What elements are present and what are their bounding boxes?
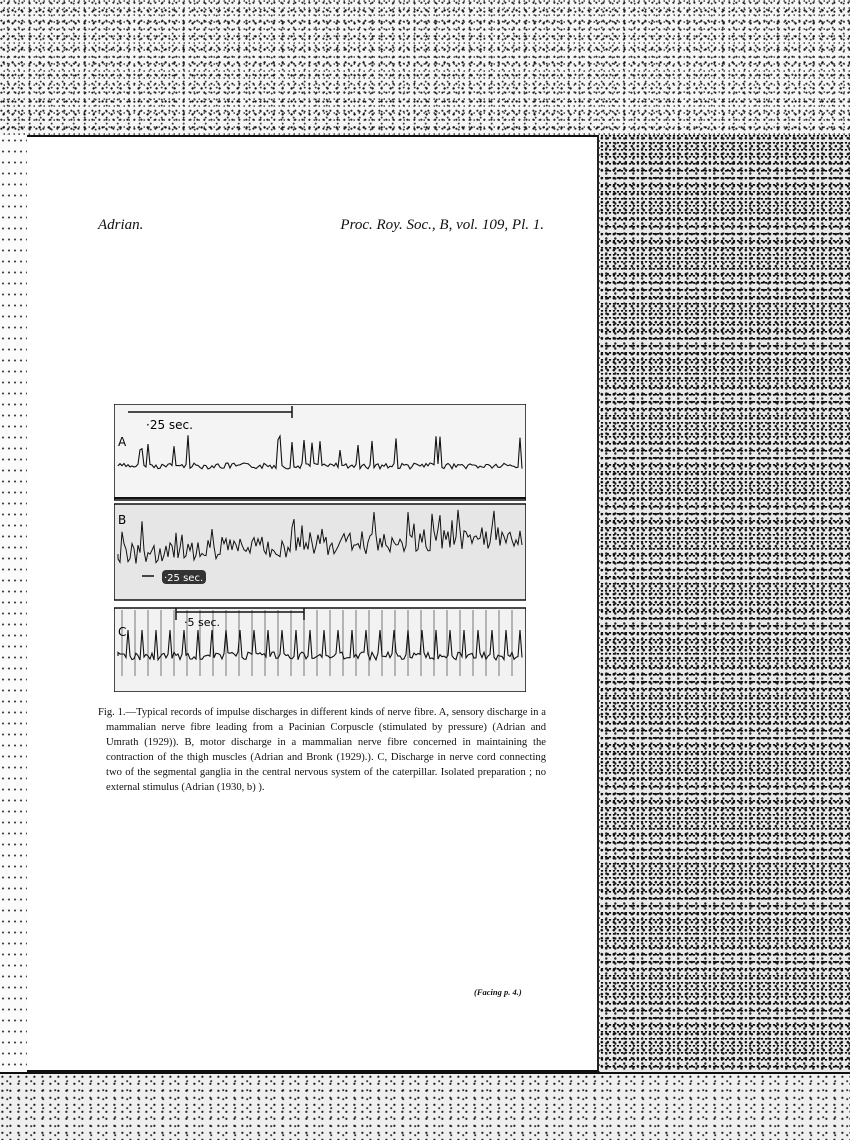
panel-b-letter: B [118, 513, 127, 527]
scan-noise-bottom [0, 1072, 850, 1140]
panel-a-time-label: ·25 sec. [146, 418, 193, 432]
panel-c-frame [114, 608, 526, 692]
panel-c-letter: C [118, 625, 127, 639]
panel-b [114, 504, 526, 600]
panel-a [114, 404, 526, 500]
panel-c [114, 608, 526, 692]
scan-noise-right [600, 135, 850, 1075]
scan-noise-left [0, 135, 27, 1072]
figure-caption [98, 705, 546, 795]
running-head-author: Adrian. [98, 217, 144, 233]
panel-a-letter: A [118, 435, 127, 449]
nerve-discharge-figure [114, 404, 526, 692]
figure-caption-text: Fig. 1.—Typical records of impulse discharges in different kinds of nerve fibre. A, sensory discharge in a mammalian nerve fibre leading from a Pacinian Corpuscle (stimulated by pressure) (Adrian and Umrath (1929)). B, motor discharge in a mammalian nerve fibre concerned in maintaining the contraction of the thigh muscles (Adrian and Bronk (1929).). C, Discharge in nerve cord connecting two of the segmental ganglia in the central nervous system of the caterpillar. Isolated preparation ; no external stimulus (Adrian (1930, b) ). [98, 707, 546, 793]
running-head-journal: Proc. Roy. Soc., B, vol. 109, Pl. 1. [340, 217, 544, 233]
panel-b-time-label: ·25 sec. [164, 573, 204, 584]
facing-page-note: (Facing p. 4.) [474, 987, 522, 997]
figure-records [114, 404, 526, 692]
panel-b-frame [114, 504, 526, 600]
panel-c-time-label: ·5 sec. [184, 616, 221, 629]
